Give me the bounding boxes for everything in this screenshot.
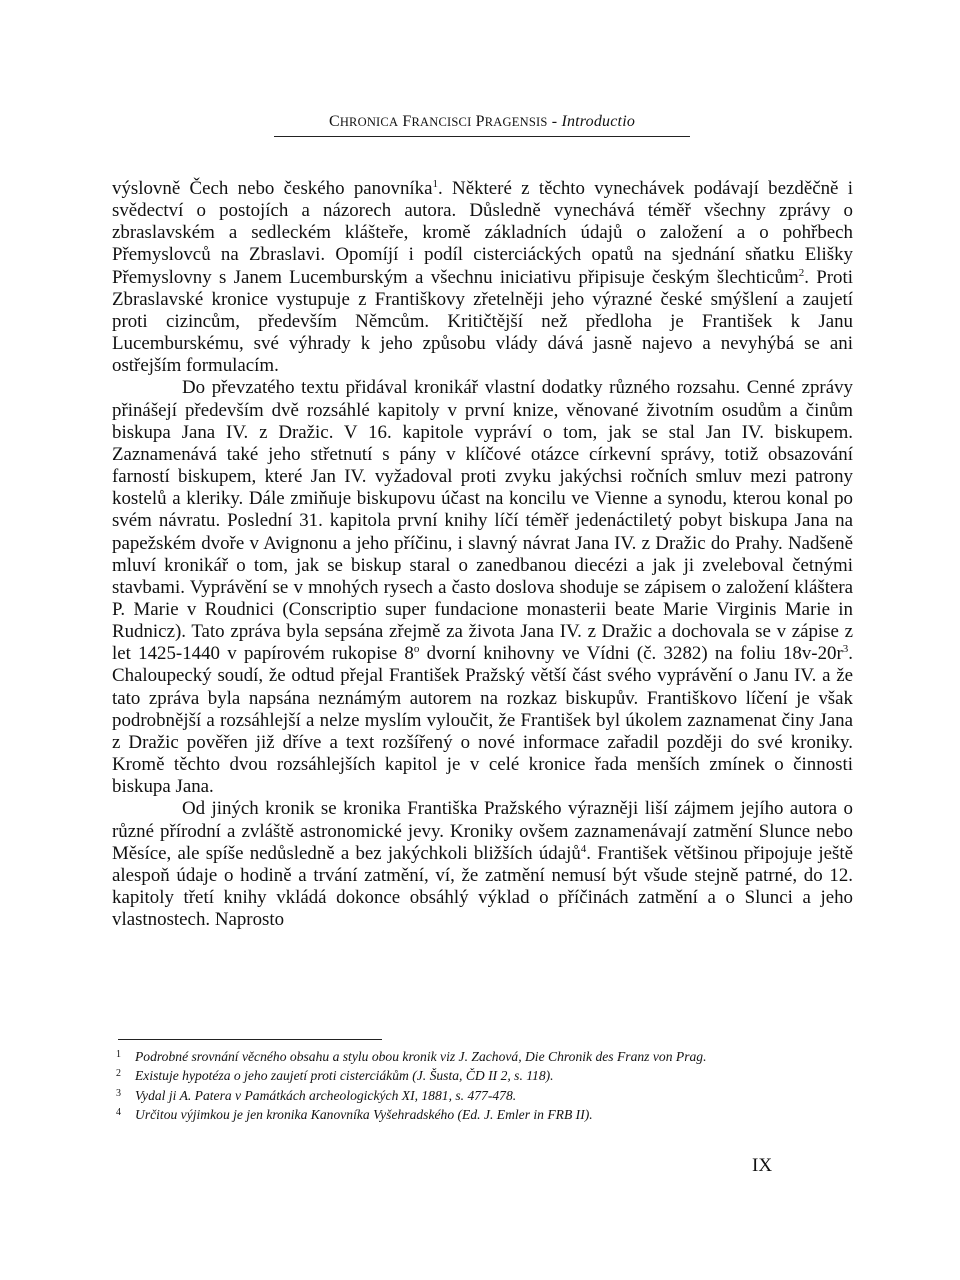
paragraph bbox=[112, 798, 853, 931]
paragraph-text: . Chaloupecký soudí, že odtud přejal František Pražský větší část svého vyprávění o Janu IV. a že tato zpráva byla napsána neznámým autorem na rozkaz biskupův. Františkovo líčení je však podrobnější a rozsáhlejší a nelze myslím vyloučit, že František byl úkolem zaznamenat činy Jana z Dražic pověřen již dříve a text rozšířený o nové informace zařadil později do své kroniky. Kromě těchto dvou rozsáhlejších kapitol je v celé kronice řada menších zmínek o činnosti biskupa Jana. bbox=[112, 643, 853, 798]
paragraph-text: výslovně Čech nebo českého panovníka bbox=[112, 178, 433, 199]
body-text bbox=[112, 178, 853, 931]
footnote-text: Určitou výjimkou je jen kronika Kanovníka Vyšehradského (Ed. J. Emler in FRB II). bbox=[135, 1106, 593, 1122]
footnote bbox=[116, 1105, 856, 1124]
paragraph-text: dvorní knihovny ve Vídni (č. 3282) na foliu 18v-20r bbox=[419, 643, 843, 665]
paragraph bbox=[112, 377, 853, 798]
footnote-ref: 4 bbox=[580, 842, 587, 855]
footnote-text: Existuje hypotéza o jeho zaujetí proti cisterciákům (J. Šusta, ČD II 2, s. 118). bbox=[135, 1068, 554, 1084]
footnote-ref: 1 bbox=[432, 178, 439, 190]
footnote-ref: o bbox=[413, 643, 420, 656]
paragraph bbox=[112, 178, 853, 377]
footnote-number: 1 bbox=[116, 1049, 121, 1060]
footnote-ref: 2 bbox=[798, 266, 805, 279]
header-rule bbox=[274, 136, 690, 137]
footnote-number: 3 bbox=[116, 1087, 121, 1099]
header-section: Introductio bbox=[561, 113, 636, 130]
header-separator: - bbox=[547, 113, 562, 130]
footnote-separator bbox=[118, 1039, 382, 1040]
page-number: IX bbox=[752, 1155, 773, 1176]
paragraph-text: . Proti Zbraslavské kronice vystupuje z Františkovy zřetelněji jeho výrazné české smýšlení a zaujetí proti cizincům, především Němcům. Kritičtější než předloha je František k Janu Lucemburskému, své výhrady k jeho způsobu vlády dává jasně najevo a nevyhýbá se ani ostřejším formulacím. bbox=[112, 266, 853, 377]
footnote-number: 4 bbox=[116, 1106, 121, 1118]
paragraph-text: . Některé z těchto vynechávek podávají bezděčně i svědectví o postojích a názorech autora. Důsledně vynechává téměř všechny zprávy o zbraslavském a sedleckém klášteře, kromě základních údajů o založení a o pohřbech Přemyslovců na Zbraslavi. Opomíjí i podíl cisterciáckých opatů na sjednání sňatku Elišky Přemyslovny s Janem Lucemburským a všechnu iniciativu připisuje českým šlechticům bbox=[112, 178, 853, 288]
paragraph-text: . František většinou připojuje ještě alespoň údaje o hodině a trvání zatmění, ví, že zatmění nemusí být všude stejně patrné, do 12. kapitoly třetí knihy vkládá dokonce obsáhlý výklad o příčinách zatmění a o Slunci a jeho vlastnostech. Naprosto bbox=[112, 842, 853, 931]
footnote-number: 2 bbox=[116, 1068, 121, 1080]
header-title: CHRONICA FRANCISCI PRAGENSIS bbox=[328, 113, 548, 130]
footnote-ref: 3 bbox=[842, 643, 849, 656]
running-header bbox=[274, 113, 690, 131]
footnote-text: Vydal ji A. Patera v Památkách archeologických XI, 1881, s. 477-478. bbox=[135, 1087, 517, 1103]
footnote bbox=[116, 1047, 856, 1066]
footnote bbox=[116, 1086, 856, 1105]
footnote-text: Podrobné srovnání věcného obsahu a stylu obou kronik viz J. Zachová, Die Chronik des Franz von Prag. bbox=[135, 1049, 707, 1064]
footnotes bbox=[116, 1047, 856, 1124]
footnote bbox=[116, 1066, 856, 1085]
paragraph-text: Do převzatého textu přidával kronikář vlastní dodatky různého rozsahu. Cenné zprávy přinášejí především dvě rozsáhlé kapitoly v první knize, věnované životním osudům a činům biskupa Jana IV. z Dražic. V 16. kapitole vypráví o tom, jak se stal Jan IV. biskupem. Zaznamenává také jeho střetnutí s pány v klíčové otázce církevní správy, totiž obsazování farností biskupem, které Jan IV. vyžadoval proti zvyku jakýchsi ročních smluv mezi patrony kostelů a kleriky. Dále zmiňuje biskupovu účast na koncilu ve Vienne a synodu, kterou konal po svém návratu. Poslední 31. kapitola první knihy líčí téměř jedenáctiletý pobyt biskupa Jana na papežském dvoře v Avignonu a jeho příčinu, i slavný návrat Jana IV. z Dražic do Prahy. Nadšeně mluví kronikář o tom, jak se biskup staral o zanedbanou diecézi a jak ji zveleboval četnými stavbami. Vyprávění se v mnohých rysech a často doslova shoduje se zápisem o založení kláštera P. Marie v Roudnici (Conscriptio super fundacione monasterii beate Marie Virginis Marie in Rudnicz). Tato zpráva byla sepsána zřejmě za života Jana IV. z Dražic a dochovala se v zápise z let 1425-1440 v papírovém rukopise 8 bbox=[112, 377, 853, 665]
paragraph-text: Od jiných kronik se kronika Františka Pražského výrazněji liší zájmem jejího autora o různé přírodní a zvláště astronomické jevy. Kroniky ovšem zaznamenávají zatmění Slunce nebo Měsíce, ale spíše nedůsledně a bez jakýchkoli bližších údajů bbox=[112, 798, 853, 864]
